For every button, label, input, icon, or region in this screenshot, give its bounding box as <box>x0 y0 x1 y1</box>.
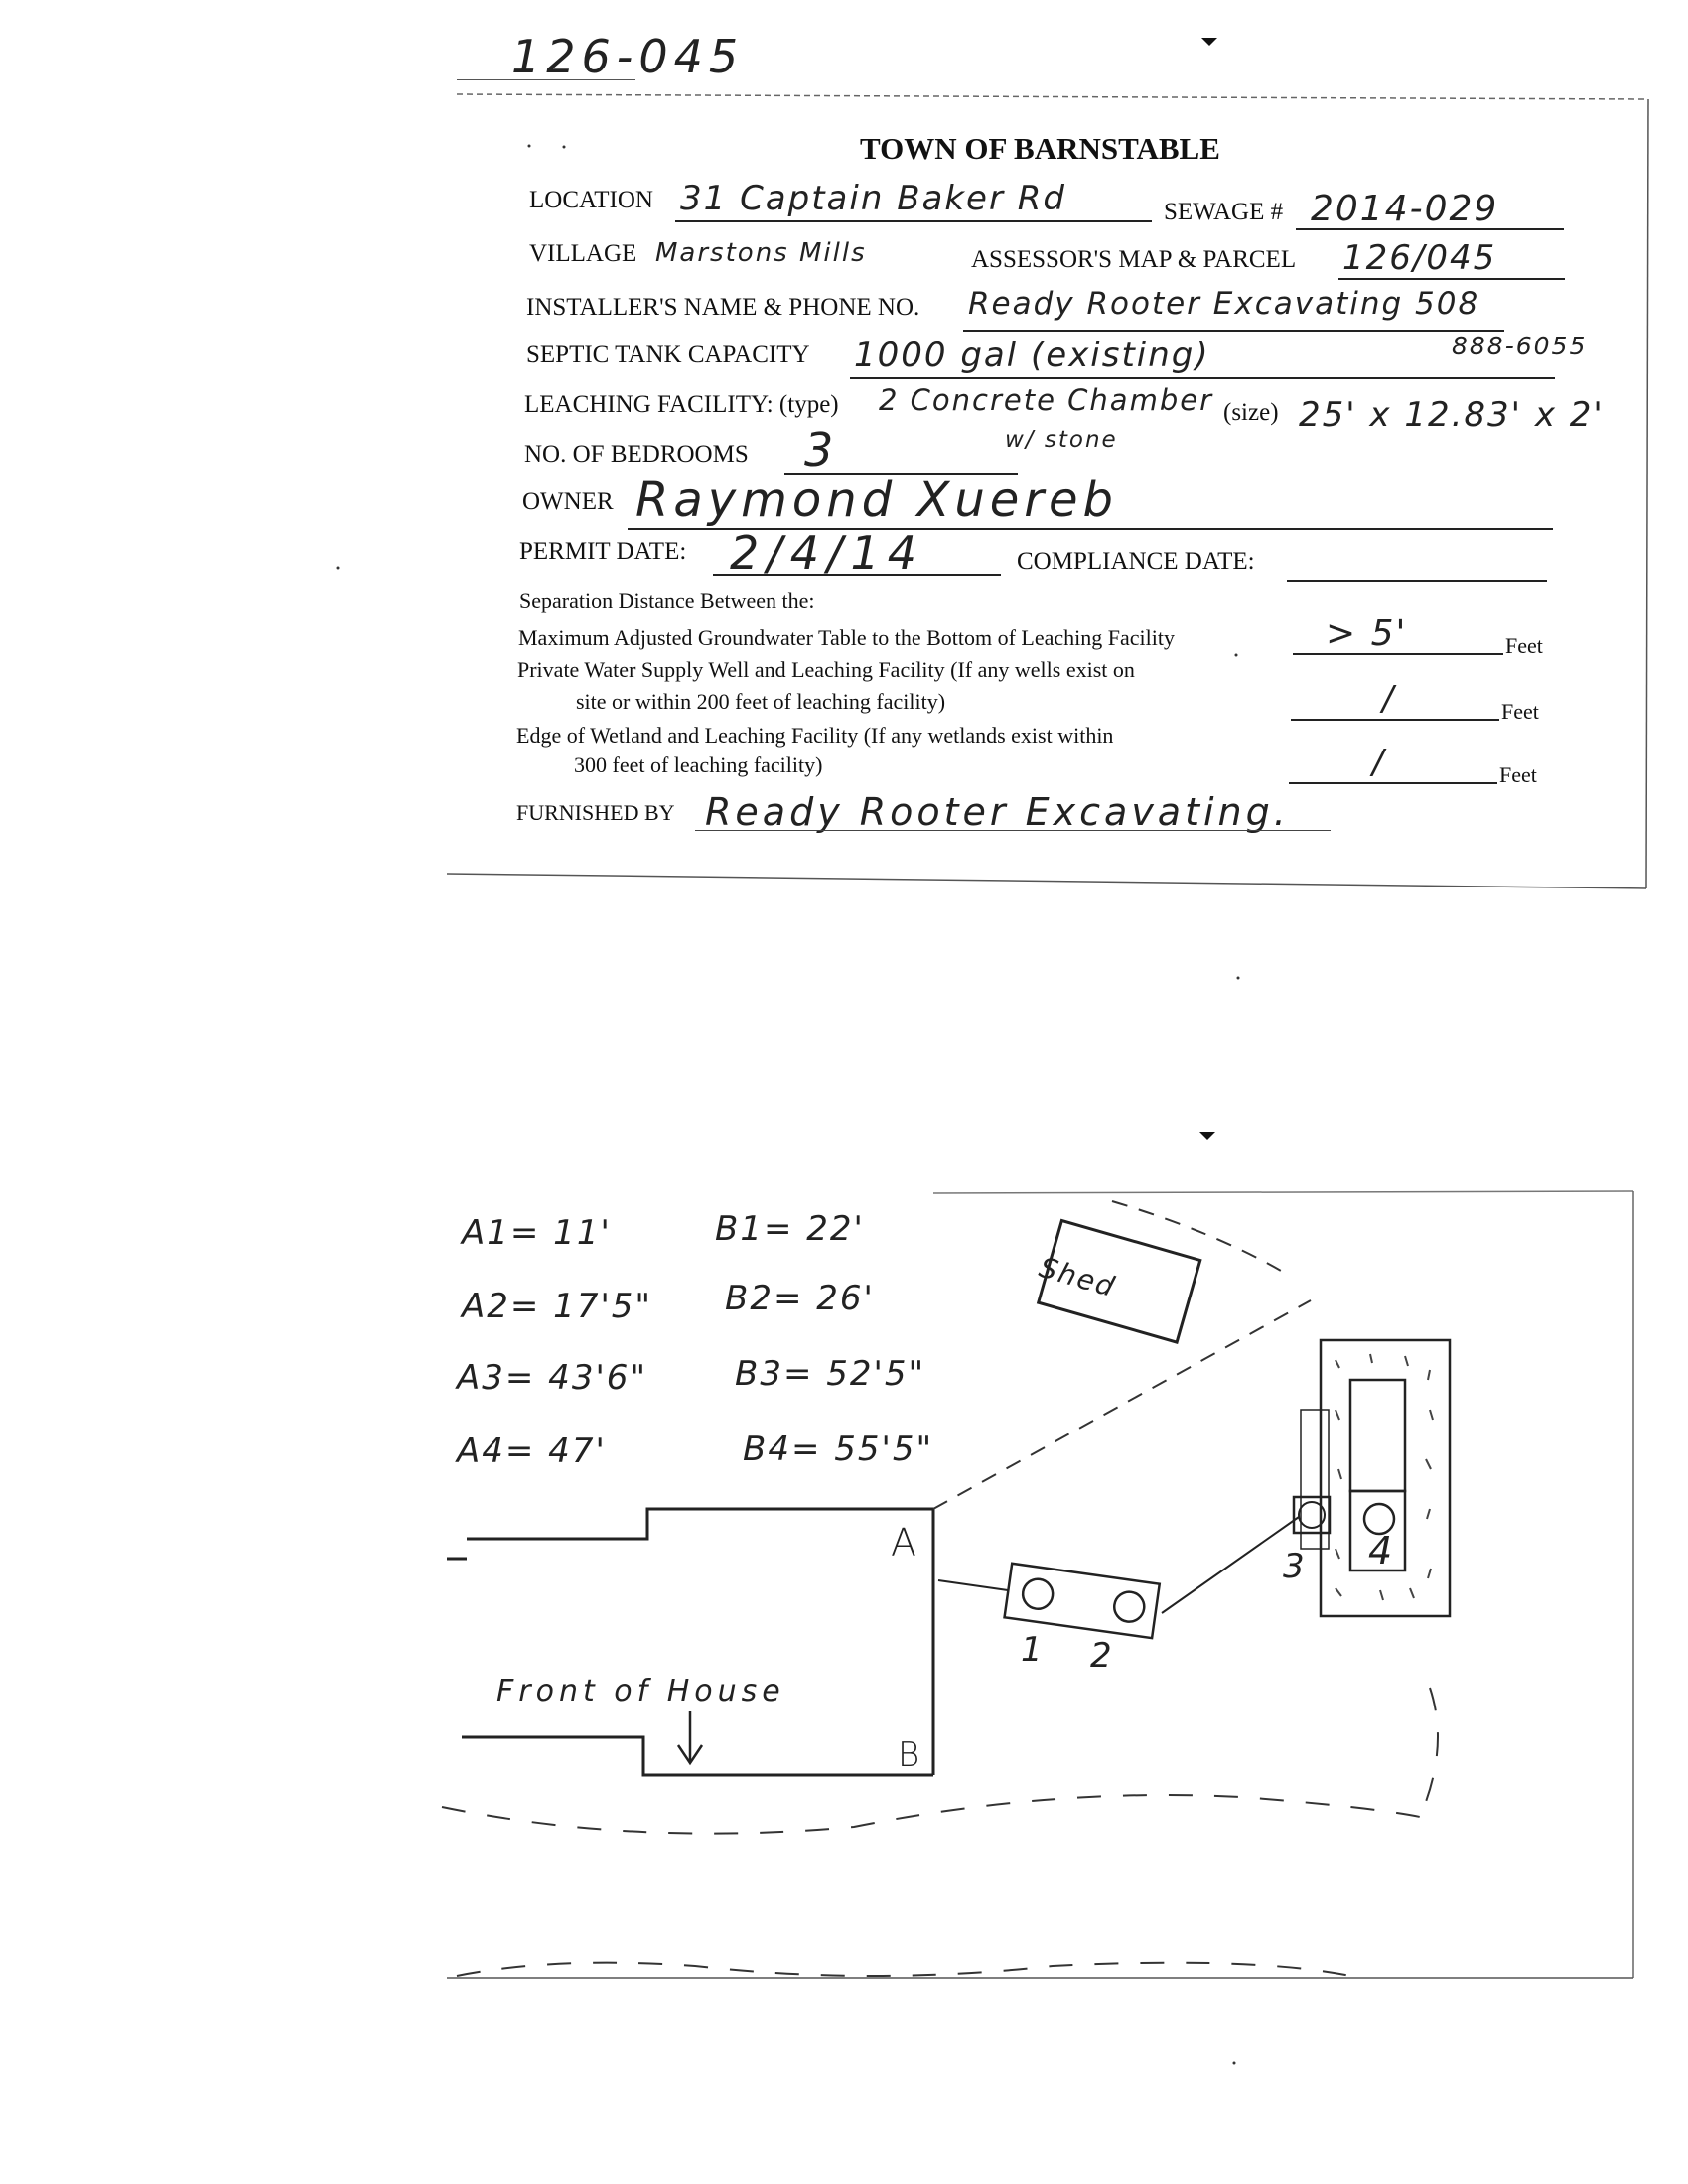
permit-value: 2/4/14 <box>730 526 925 580</box>
measure-b2: B2= 26' <box>725 1279 875 1318</box>
point-1-label: 1 <box>1021 1630 1045 1670</box>
location-label: LOCATION <box>529 187 653 213</box>
tank-value: 1000 gal (existing) <box>854 336 1210 375</box>
village-label: VILLAGE <box>529 240 637 267</box>
well-label-1: Private Water Supply Well and Leaching Facility (If any wells exist on <box>517 657 1135 682</box>
point-2-label: 2 <box>1090 1636 1114 1676</box>
sketch-border-top <box>933 1191 1633 1193</box>
measure-b4: B4= 55'5" <box>743 1430 934 1469</box>
owner-value: Raymond Xuereb <box>635 473 1119 528</box>
installer-phone: 888-6055 <box>1452 332 1588 360</box>
measure-a4: A4= 47' <box>457 1432 607 1471</box>
file-number: 126-045 <box>511 30 745 83</box>
leaching-size: 25' x 12.83' x 2' <box>1299 395 1605 435</box>
well-feet: Feet <box>1501 699 1539 724</box>
point-3-label: 3 <box>1283 1547 1307 1586</box>
leaching-field <box>1301 1340 1450 1616</box>
sewage-label: SEWAGE # <box>1164 199 1284 225</box>
size-label: (size) <box>1223 399 1279 426</box>
corner-b-label: B <box>898 1735 922 1775</box>
house-label: Front of House <box>496 1674 785 1708</box>
corner-a-label: A <box>891 1521 918 1565</box>
wetland-feet: Feet <box>1499 762 1537 787</box>
owner-label: OWNER <box>522 488 614 515</box>
sewage-value: 2014-029 <box>1311 189 1499 229</box>
measure-b3: B3= 52'5" <box>735 1354 926 1394</box>
pipe-lines <box>938 1517 1299 1613</box>
distribution-box <box>1294 1497 1330 1533</box>
furnished-value: Ready Rooter Excavating. <box>705 790 1290 834</box>
village-value: Marstons Mills <box>655 238 867 268</box>
measure-a3: A3= 43'6" <box>457 1358 648 1398</box>
wetland-label-2: 300 feet of leaching facility) <box>574 752 823 777</box>
bedrooms-value: 3 <box>804 423 836 477</box>
wetland-value: / <box>1372 743 1386 782</box>
leaching-type: 2 Concrete Chamber <box>879 383 1214 417</box>
house-arrow <box>670 1709 710 1769</box>
groundwater-feet: Feet <box>1505 633 1543 658</box>
form-title: TOWN OF BARNSTABLE <box>860 131 1220 166</box>
bedrooms-label: NO. OF BEDROOMS <box>524 441 749 468</box>
measure-a2: A2= 17'5" <box>462 1287 653 1326</box>
separation-heading: Separation Distance Between the: <box>519 588 815 613</box>
measure-b1: B1= 22' <box>715 1209 865 1249</box>
assessor-label: ASSESSOR'S MAP & PARCEL <box>971 246 1297 273</box>
groundwater-value: > 5' <box>1326 614 1408 654</box>
leaching-type-note: w/ stone <box>1005 427 1118 453</box>
wetland-label-1: Edge of Wetland and Leaching Facility (If any wetlands exist within <box>516 723 1114 748</box>
well-label-2: site or within 200 feet of leaching facility) <box>576 689 946 714</box>
installer-label: INSTALLER'S NAME & PHONE NO. <box>526 294 920 321</box>
assessor-value: 126/045 <box>1342 238 1497 278</box>
groundwater-label: Maximum Adjusted Groundwater Table to the Bottom of Leaching Facility <box>518 625 1175 650</box>
boundary-dashes <box>442 1688 1438 1976</box>
point-4-label: 4 <box>1368 1529 1395 1572</box>
compliance-label: COMPLIANCE DATE: <box>1017 548 1255 575</box>
measure-a1: A1= 11' <box>462 1213 612 1253</box>
well-value: / <box>1382 679 1396 719</box>
shed-label: Shed <box>1035 1250 1120 1304</box>
septic-tank <box>1005 1564 1160 1638</box>
leaching-label: LEACHING FACILITY: (type) <box>524 391 839 418</box>
permit-label: PERMIT DATE: <box>519 538 687 565</box>
furnished-label: FURNISHED BY <box>516 800 675 825</box>
installer-value: Ready Rooter Excavating 508 <box>968 286 1480 322</box>
reference-dashes <box>933 1201 1311 1509</box>
tank-label: SEPTIC TANK CAPACITY <box>526 341 810 368</box>
location-value: 31 Captain Baker Rd <box>680 179 1066 218</box>
